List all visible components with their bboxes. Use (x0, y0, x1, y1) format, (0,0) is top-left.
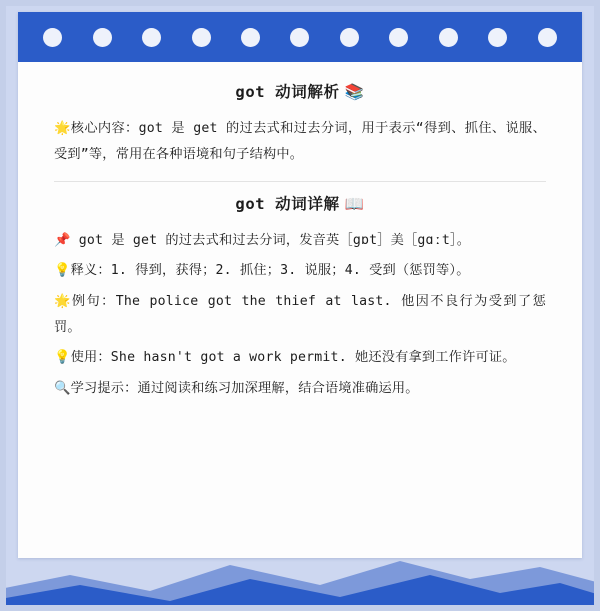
section-2-paragraph-1 (54, 228, 546, 254)
section-2-paragraph-3 (54, 289, 546, 342)
bulb-emoji: 💡 (54, 350, 71, 366)
mountain-decoration (0, 545, 600, 611)
pushpin-emoji: 📌 (54, 232, 71, 248)
binder-hole (290, 28, 309, 47)
sun-emoji: 🌟 (54, 293, 72, 309)
open-book-emoji: 📖 (344, 194, 365, 213)
binder-hole (538, 28, 557, 47)
section-1-paragraph-1 (54, 116, 546, 169)
bulb-emoji: 💡 (54, 263, 71, 279)
section-2-paragraph-5-text: 学习提示：通过阅读和练习加深理解，结合语境准确运用。 (70, 380, 419, 396)
sun-emoji: 🌟 (54, 121, 71, 136)
section-1-paragraph-1-text: 核心内容：got 是 get 的过去式和过去分词，用于表示“得到、抓住、说服、受到”等，常用在各种语境和句子结构中。 (54, 121, 546, 163)
section-1-title: got 动词解析 (235, 83, 340, 101)
section-2-paragraph-2-text: 释义：1. 得到，获得；2. 抓住；3. 说服；4. 受到（惩罚等）。 (70, 263, 470, 279)
binder-hole (192, 28, 211, 47)
books-emoji: 📚 (344, 83, 365, 101)
section-divider (54, 181, 546, 182)
section-2-paragraph-1-text: got 是 get 的过去式和过去分词，发音英［gɒt］美［gɑːt］。 (78, 232, 471, 248)
binder-hole (389, 28, 408, 47)
section-2-paragraph-3-text: 例句：The police got the thief at last. 他因不良行为受到了惩罚。 (54, 293, 547, 336)
binder-holes (18, 12, 582, 62)
magnifier-emoji: 🔍 (54, 380, 71, 396)
binder-hole (142, 28, 161, 47)
section-2-title-row (54, 192, 546, 214)
section-1-title-row (54, 80, 546, 102)
binder-hole (488, 28, 507, 47)
binder-hole (340, 28, 359, 47)
section-2-paragraph-4-text: 使用：She hasn't got a work permit. 她还没有拿到工作许可证。 (70, 350, 516, 366)
binder-hole (43, 28, 62, 47)
section-2-paragraph-5 (54, 376, 546, 402)
binder-hole (241, 28, 260, 47)
section-2-title: got 动词详解 (235, 194, 340, 213)
section-2-paragraph-4 (54, 345, 546, 371)
binder-hole (439, 28, 458, 47)
note-content (18, 62, 582, 558)
section-2-paragraph-2 (54, 258, 546, 284)
binder-hole (93, 28, 112, 47)
